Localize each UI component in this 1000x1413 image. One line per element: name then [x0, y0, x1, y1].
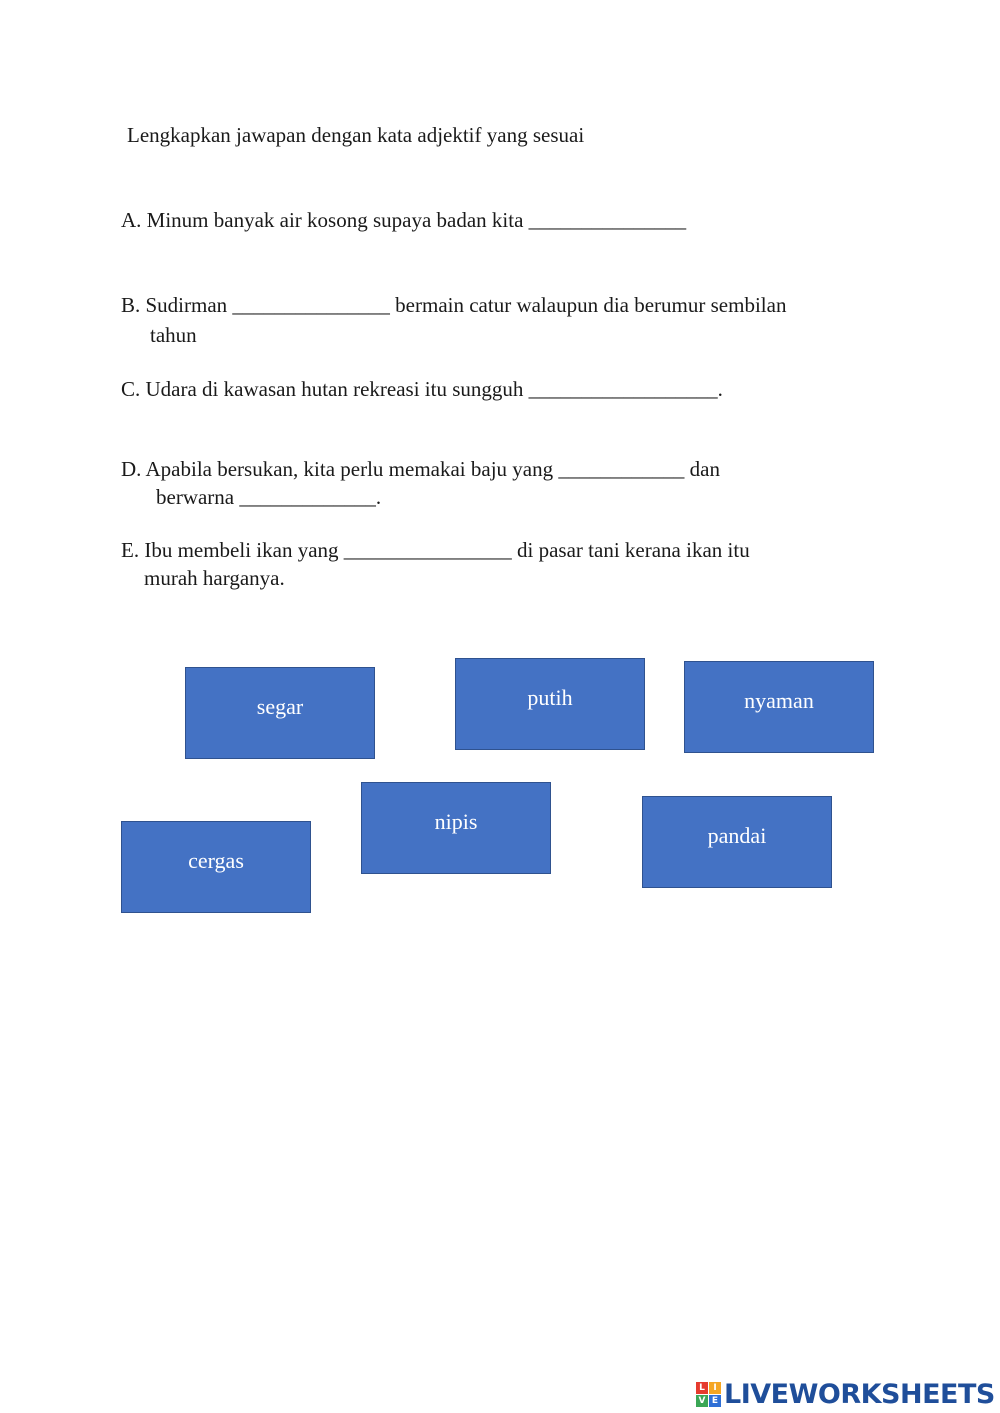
- word-box-nyaman[interactable]: [684, 661, 874, 753]
- word-box-pandai[interactable]: [642, 796, 832, 888]
- question-d-line1: D. Apabila bersukan, kita perlu memakai baju yang ____________ dan: [121, 457, 720, 481]
- word-box-cergas[interactable]: [121, 821, 311, 913]
- word-label-pandai: pandai: [707, 823, 767, 848]
- question-d-line2: berwarna _____________.: [156, 485, 382, 509]
- question-a-line1: A. Minum banyak air kosong supaya badan kita _______________: [121, 208, 687, 232]
- word-label-segar: segar: [256, 694, 304, 719]
- word-box-segar[interactable]: [185, 667, 375, 759]
- word-box-nipis[interactable]: [361, 782, 551, 874]
- word-label-putih: putih: [527, 685, 573, 710]
- question-b-line1: B. Sudirman _______________ bermain catur walaupun dia berumur sembilan: [121, 293, 787, 317]
- word-label-nyaman: nyaman: [744, 688, 814, 713]
- liveworksheets-text: LIVEWORKSHEETS: [724, 1378, 995, 1410]
- instruction-text: Lengkapkan jawapan dengan kata adjektif yang sesuai: [127, 123, 585, 147]
- word-box-putih[interactable]: [455, 658, 645, 750]
- question-e-line1: E. Ibu membeli ikan yang ________________ di pasar tani kerana ikan itu: [121, 538, 750, 562]
- word-label-nipis: nipis: [434, 809, 478, 834]
- question-c-line1: C. Udara di kawasan hutan rekreasi itu sungguh __________________.: [121, 377, 723, 401]
- word-label-cergas: cergas: [188, 848, 244, 873]
- question-e-line2: murah harganya.: [144, 566, 285, 590]
- liveworksheets-icon: L I V E: [696, 1382, 721, 1407]
- liveworksheets-logo: [696, 1379, 995, 1409]
- question-b-line2: tahun: [150, 323, 197, 347]
